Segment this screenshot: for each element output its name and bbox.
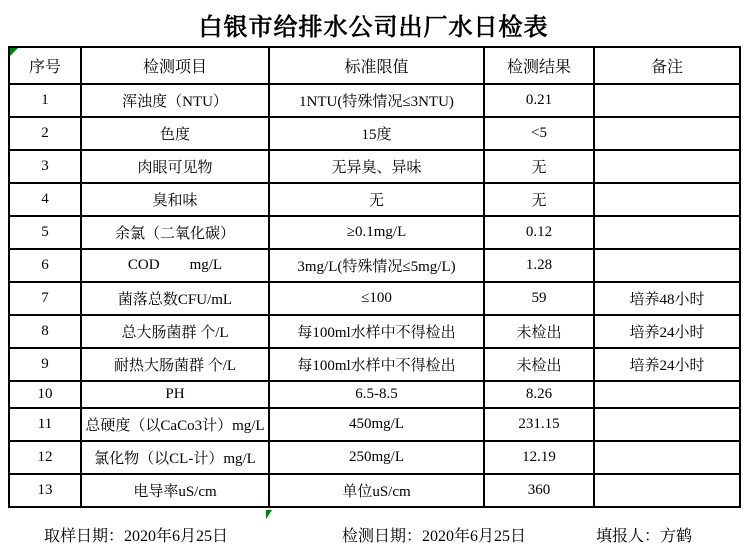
cell-limit: 无 [269, 183, 484, 216]
footer [0, 523, 747, 547]
cell-limit: 15度 [269, 117, 484, 150]
header-item: 检测项目 [81, 47, 269, 84]
cell-result: 360 [484, 474, 594, 507]
cell-result: 未检出 [484, 348, 594, 381]
cell-limit: 无异臭、异味 [269, 150, 484, 183]
cell-limit: 每100ml水样中不得检出 [269, 315, 484, 348]
table-row [9, 408, 740, 441]
cell-no: 13 [9, 474, 81, 507]
cell-no: 12 [9, 441, 81, 474]
table-row [9, 216, 740, 249]
cell-item: COD mg/L [81, 249, 269, 282]
cell-remark [594, 150, 740, 183]
table-row [9, 150, 740, 183]
cell-no: 2 [9, 117, 81, 150]
cell-item: 浑浊度（NTU） [81, 84, 269, 117]
sheet-bottom-marker-icon [266, 510, 272, 519]
cell-remark: 培养48小时 [594, 282, 740, 315]
cell-remark [594, 216, 740, 249]
table-header-row [9, 47, 740, 84]
table-row [9, 474, 740, 507]
cell-remark [594, 117, 740, 150]
cell-limit: ≥0.1mg/L [269, 216, 484, 249]
cell-remark [594, 183, 740, 216]
cell-remark [594, 84, 740, 117]
cell-no: 4 [9, 183, 81, 216]
cell-result: 无 [484, 150, 594, 183]
table-row [9, 315, 740, 348]
header-limit: 标准限值 [269, 47, 484, 84]
cell-result: 12.19 [484, 441, 594, 474]
cell-limit: ≤100 [269, 282, 484, 315]
cell-remark [594, 249, 740, 282]
table-row [9, 348, 740, 381]
cell-item: PH [81, 381, 269, 408]
test-date: 检测日期：2020年6月25日 [342, 528, 527, 545]
table-body [9, 84, 740, 507]
table-row [9, 117, 740, 150]
reporter-name: 填报人：方鹤 [596, 528, 693, 545]
cell-result: 1.28 [484, 249, 594, 282]
table-row [9, 249, 740, 282]
table-row [9, 282, 740, 315]
cell-item: 总大肠菌群 个/L [81, 315, 269, 348]
cell-no: 3 [9, 150, 81, 183]
cell-no: 6 [9, 249, 81, 282]
cell-result: 8.26 [484, 381, 594, 408]
cell-limit: 3mg/L(特殊情况≤5mg/L) [269, 249, 484, 282]
cell-result: 59 [484, 282, 594, 315]
cell-item: 菌落总数CFU/mL [81, 282, 269, 315]
cell-remark [594, 408, 740, 441]
cell-limit: 每100ml水样中不得检出 [269, 348, 484, 381]
cell-result: 无 [484, 183, 594, 216]
cell-no: 5 [9, 216, 81, 249]
cell-item: 电导率uS/cm [81, 474, 269, 507]
header-result: 检测结果 [484, 47, 594, 84]
cell-result: 0.12 [484, 216, 594, 249]
cell-limit: 1NTU(特殊情况≤3NTU) [269, 84, 484, 117]
header-no: 序号 [9, 47, 81, 84]
table-row [9, 441, 740, 474]
cell-result: <5 [484, 117, 594, 150]
cell-remark [594, 474, 740, 507]
sample-date: 取样日期：2020年6月25日 [44, 528, 229, 545]
cell-item: 肉眼可见物 [81, 150, 269, 183]
cell-limit: 450mg/L [269, 408, 484, 441]
cell-item: 氯化物（以CL-计）mg/L [81, 441, 269, 474]
cell-limit: 单位uS/cm [269, 474, 484, 507]
cell-no: 11 [9, 408, 81, 441]
table-header [9, 47, 740, 84]
inspection-table [8, 46, 741, 508]
cell-limit: 6.5-8.5 [269, 381, 484, 408]
cell-remark [594, 441, 740, 474]
cell-remark: 培养24小时 [594, 348, 740, 381]
cell-item: 臭和味 [81, 183, 269, 216]
cell-no: 1 [9, 84, 81, 117]
table-row [9, 381, 740, 408]
cell-remark: 培养24小时 [594, 315, 740, 348]
page-title: 白银市给排水公司出厂水日检表 [198, 15, 549, 41]
cell-result: 0.21 [484, 84, 594, 117]
cell-remark [594, 381, 740, 408]
table-row [9, 183, 740, 216]
cell-item: 色度 [81, 117, 269, 150]
sheet-corner-marker-icon [10, 48, 18, 56]
table-row [9, 84, 740, 117]
cell-limit: 250mg/L [269, 441, 484, 474]
cell-no: 7 [9, 282, 81, 315]
cell-no: 8 [9, 315, 81, 348]
cell-result: 231.15 [484, 408, 594, 441]
cell-item: 余氯（二氧化碳） [81, 216, 269, 249]
cell-no: 9 [9, 348, 81, 381]
cell-item: 总硬度（以CaCo3计）mg/L [81, 408, 269, 441]
header-remark: 备注 [594, 47, 740, 84]
cell-no: 10 [9, 381, 81, 408]
cell-item: 耐热大肠菌群 个/L [81, 348, 269, 381]
cell-result: 未检出 [484, 315, 594, 348]
